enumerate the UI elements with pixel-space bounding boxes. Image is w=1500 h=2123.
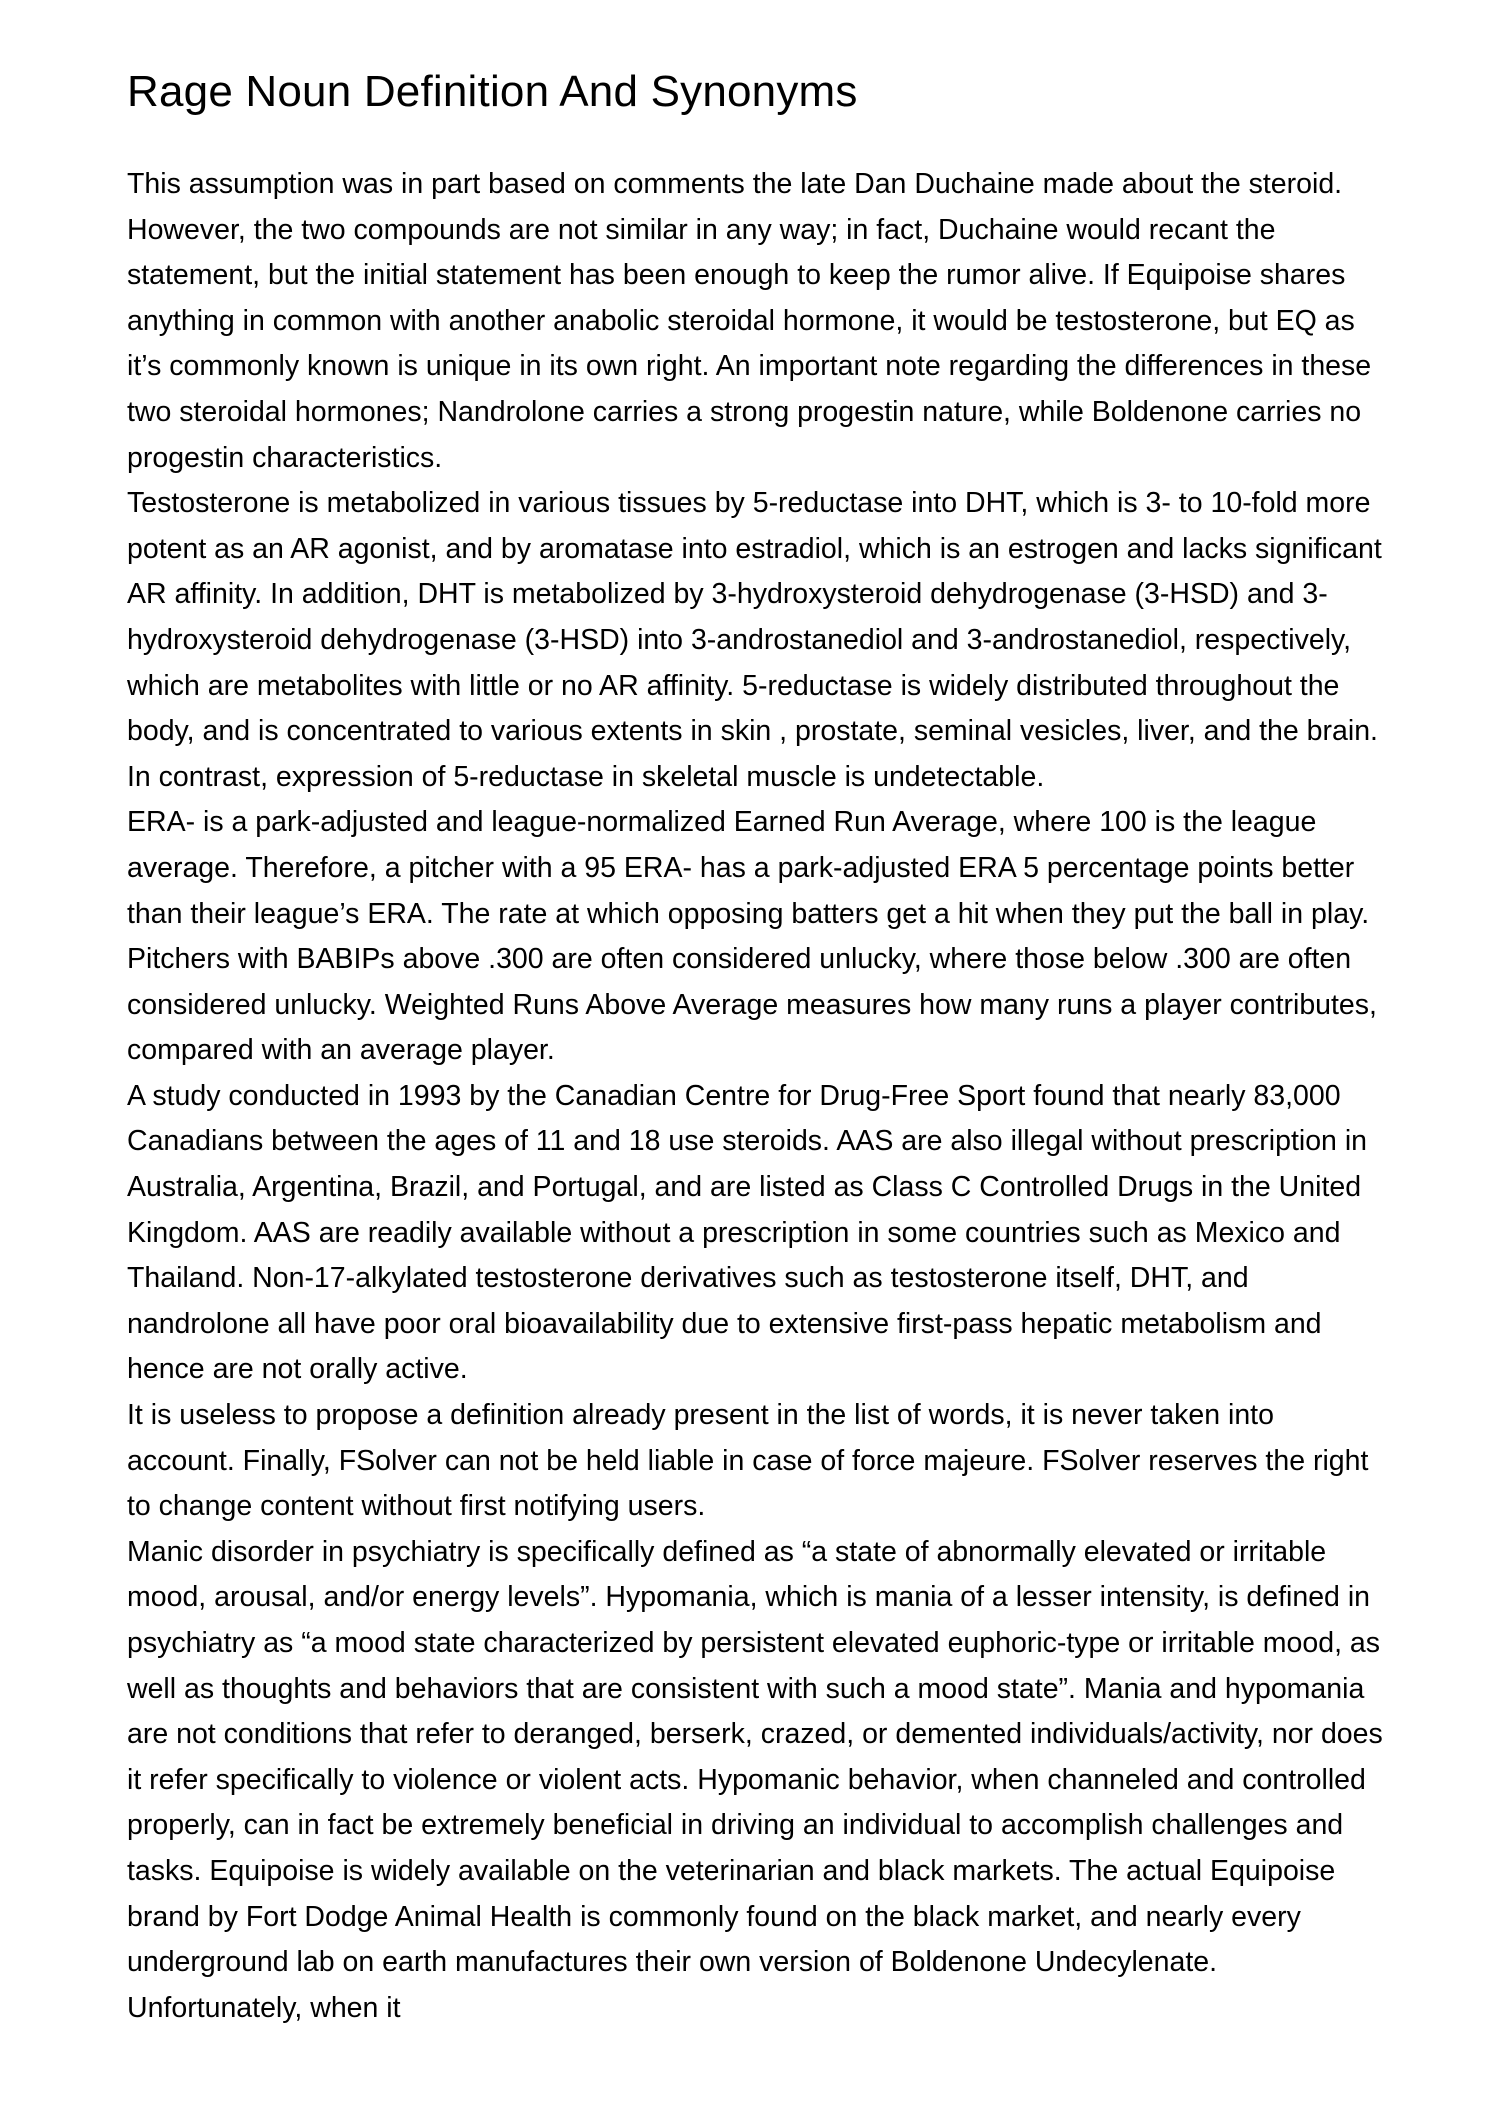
- paragraph-era-stats: ERA- is a park-adjusted and league-normalized Earned Run Average, where 100 is the league average. Therefore, a pitcher with a 95 ERA- has a park-adjusted ERA 5 percentage points better than their league’s ERA. The rate at which opposing batters get a hit when they put the ball in play. Pitchers with BABIPs above .300 are often considered unlucky, where those below .300 are often considered unlucky. Weighted Runs Above Average measures how many runs a player contributes, compared with an average player.: [127, 806, 1377, 1067]
- paragraph-canadian-study: A study conducted in 1993 by the Canadian Centre for Drug-Free Sport found that nearly 83,000 Canadians between the ages of 11 and 18 use steroids. AAS are also illegal without prescription in Australia, Argentina, Brazil, and Portugal, and are listed as Class C Controlled Drugs in the United Kingdom. AAS are readily available without a prescription in some countries such as Mexico and Thailand. Non-17-alkylated testosterone derivatives such as testosterone itself, DHT, and nandrolone all have poor oral bioavailability due to extensive first-pass hepatic metabolism and hence are not orally active.: [127, 1079, 1368, 1386]
- paragraph-testosterone-metabolism: Testosterone is metabolized in various tissues by 5-reductase into DHT, which is 3- to 10-fold more potent as an AR agonist, and by aromatase into estradiol, which is an estrogen and lacks significant AR affinity. In addition, DHT is metabolized by 3-hydroxysteroid dehydrogenase (3-HSD) and 3-hydroxysteroid dehydrogenase (3-HSD) into 3-androstanediol and 3-androstanediol, respectively, which are metabolites with little or no AR affinity. 5-reductase is widely distributed throughout the body, and is concentrated to various extents in skin , prostate, seminal vesicles, liver, and the brain. In contrast, expression of 5-reductase in skeletal muscle is undetectable.: [127, 487, 1382, 793]
- paragraph-equipoise-origin: This assumption was in part based on comments the late Dan Duchaine made about the steroid. However, the two compounds are not similar in any way; in fact, Duchaine would recant the statement, but the initial statement has been enough to keep the rumor alive. If Equipoise shares anything in common with another anabolic steroidal hormone, it would be testosterone, but EQ as it’s commonly known is unique in its own right. An important note regarding the differences in these two steroidal hormones; Nandrolone carries a strong progestin nature, while Boldenone carries no progestin characteristics.: [127, 168, 1372, 474]
- paragraph-manic-disorder: Manic disorder in psychiatry is specifically defined as “a state of abnormally elevated or irritable mood, arousal, and/or energy levels”. Hypomania, which is mania of a lesser intensity, is defined in psychiatry as “a mood state characterized by persistent elevated euphoric-type or irritable mood, as well as thoughts and behaviors that are consistent with such a mood state”. Mania and hypomania are not conditions that refer to deranged, berserk, crazed, or demented individuals/activity, nor does it refer specifically to violence or violent acts. Hypomanic behavior, when channeled and controlled properly, can in fact be extremely beneficial in driving an individual to accomplish challenges and tasks. Equipoise is widely available on the veterinarian and black markets. The actual Equipoise brand by Fort Dodge Animal Health is commonly found on the black market, and nearly every underground lab on earth manufactures their own version of Boldenone Undecylenate. Unfortunately, when it: [127, 1535, 1383, 2024]
- document-page: [127, 64, 1387, 2031]
- page-title: Rage Noun Definition And Synonyms: [127, 67, 858, 116]
- paragraph-fsolver-notice: It is useless to propose a definition already present in the list of words, it is never taken into account. Finally, FSolver can not be held liable in case of force majeure. FSolver reserves the right to change content without first notifying users.: [127, 1399, 1369, 1523]
